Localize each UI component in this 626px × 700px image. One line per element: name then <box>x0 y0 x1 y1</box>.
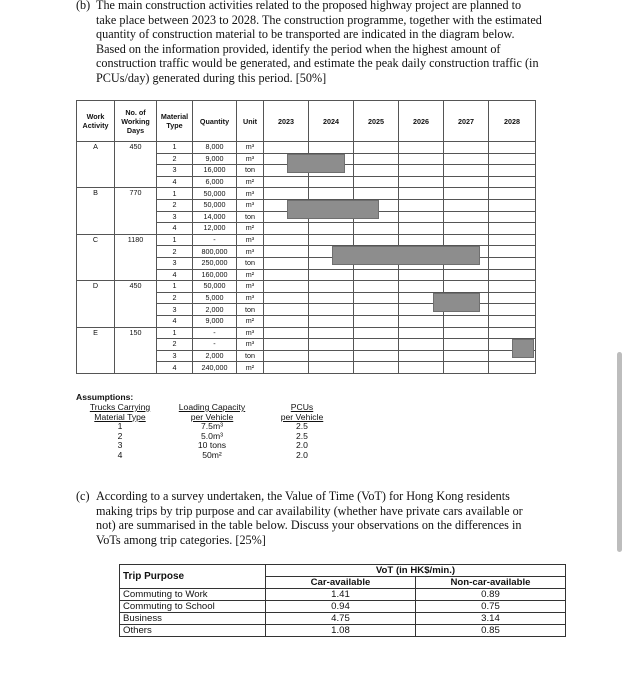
material-type: 2 <box>157 339 193 351</box>
material-type: 2 <box>157 246 193 258</box>
material-type: 3 <box>157 350 193 362</box>
year-cell <box>309 269 354 281</box>
car-available-value: 1.41 <box>266 589 416 601</box>
working-days: 770 <box>115 188 157 234</box>
pcus-header: PCUs <box>290 402 314 412</box>
material-type: 3 <box>157 211 193 223</box>
question-b-line: quantity of construction material to be transported are indicated in the diagram below. <box>96 27 515 42</box>
header-year: 2024 <box>309 101 354 142</box>
unit: ton <box>237 257 264 269</box>
question-b <box>76 0 548 86</box>
year-cell <box>399 339 444 351</box>
year-cell <box>489 246 536 258</box>
year-cell <box>264 246 309 258</box>
question-c-line: VoTs among trip categories. [25%] <box>96 532 266 547</box>
year-cell <box>309 234 354 246</box>
year-cell <box>354 257 399 269</box>
pcus-header: per Vehicle <box>280 411 324 422</box>
year-cell <box>489 211 536 223</box>
year-cell <box>489 188 536 200</box>
year-cell <box>354 176 399 188</box>
year-cell <box>399 199 444 211</box>
year-cell <box>489 269 536 281</box>
header-year: 2027 <box>444 101 489 142</box>
header-quantity: Quantity <box>193 101 237 142</box>
year-cell <box>264 234 309 246</box>
material-type: 1 <box>157 281 193 293</box>
activity-name: E <box>77 327 115 373</box>
trip-purpose: Business <box>120 613 266 625</box>
year-cell <box>309 153 354 165</box>
year-cell <box>399 315 444 327</box>
material-type: 3 <box>157 165 193 177</box>
header-unit: Unit <box>237 101 264 142</box>
question-b-line: PCUs/day) generated during this period. [50%] <box>96 70 327 85</box>
year-cell <box>489 362 536 374</box>
year-cell <box>309 176 354 188</box>
gantt-row <box>77 327 536 339</box>
capacity-header: per Vehicle <box>190 411 234 422</box>
year-cell <box>354 350 399 362</box>
vot-row <box>120 601 566 613</box>
year-cell <box>444 165 489 177</box>
quantity: 800,000 <box>193 246 237 258</box>
car-available-value: 0.94 <box>266 601 416 613</box>
quantity: 50,000 <box>193 199 237 211</box>
working-days: 1180 <box>115 234 157 280</box>
trip-purpose: Commuting to School <box>120 601 266 613</box>
material-type: 1 <box>157 327 193 339</box>
material-type: 2 <box>157 199 193 211</box>
question-b-line: take place between 2023 to 2028. The construction programme, together with the estimated <box>96 12 542 27</box>
year-cell <box>489 223 536 235</box>
year-cell <box>399 165 444 177</box>
pcus-value: 2.5 <box>296 430 308 441</box>
unit: m² <box>237 269 264 281</box>
question-c-line: According to a survey undertaken, the Value of Time (VoT) for Hong Kong residents <box>96 489 510 503</box>
year-cell <box>444 362 489 374</box>
year-cell <box>354 315 399 327</box>
non-car-available-value: 3.14 <box>416 613 566 625</box>
year-cell <box>264 315 309 327</box>
non-car-available-value: 0.89 <box>416 589 566 601</box>
year-cell <box>309 246 354 258</box>
year-cell <box>489 257 536 269</box>
year-cell <box>309 315 354 327</box>
question-b-line: Based on the information provided, identify the period when the highest amount of <box>96 41 501 56</box>
material-type: 4 <box>157 362 193 374</box>
year-cell <box>309 199 354 211</box>
working-days: 450 <box>115 142 157 188</box>
unit: m³ <box>237 246 264 258</box>
year-cell <box>489 153 536 165</box>
year-cell <box>354 223 399 235</box>
year-cell <box>444 292 489 304</box>
year-cell <box>399 281 444 293</box>
capacity-value: 5.0m³ <box>201 430 223 441</box>
year-cell <box>489 304 536 316</box>
trucks-header: Trucks Carrying <box>89 402 151 412</box>
year-cell <box>354 153 399 165</box>
working-days: 150 <box>115 327 157 373</box>
year-cell <box>264 165 309 177</box>
year-cell <box>489 339 536 351</box>
year-cell <box>399 362 444 374</box>
year-cell <box>354 234 399 246</box>
activity-name: A <box>77 142 115 188</box>
unit: ton <box>237 350 264 362</box>
year-cell <box>444 142 489 154</box>
year-cell <box>309 257 354 269</box>
pcus-value: 2.5 <box>296 421 308 432</box>
capacity-value: 10 tons <box>197 440 227 451</box>
quantity: 240,000 <box>193 362 237 374</box>
year-cell <box>399 257 444 269</box>
year-cell <box>354 362 399 374</box>
capacity-value: 50m² <box>202 449 222 460</box>
material-type: 4 <box>157 269 193 281</box>
pcus-value: 2.0 <box>296 449 308 460</box>
material-type: 1 <box>157 234 193 246</box>
year-cell <box>399 176 444 188</box>
activity-name: D <box>77 281 115 327</box>
vot-table <box>119 564 566 637</box>
year-cell <box>354 142 399 154</box>
year-cell <box>354 269 399 281</box>
material-type: 3 <box>157 257 193 269</box>
year-cell <box>399 350 444 362</box>
unit: m³ <box>237 142 264 154</box>
unit: m³ <box>237 327 264 339</box>
year-cell <box>264 199 309 211</box>
question-b-line: The main construction activities related to the proposed highway project are planned to <box>96 0 522 12</box>
quantity: 16,000 <box>193 165 237 177</box>
year-cell <box>309 304 354 316</box>
car-available-header: Car-available <box>266 577 416 589</box>
unit: m³ <box>237 199 264 211</box>
quantity: 6,000 <box>193 176 237 188</box>
unit: m² <box>237 362 264 374</box>
unit: m³ <box>237 153 264 165</box>
capacity-value: 7.5m³ <box>201 421 223 432</box>
gantt-row <box>77 234 536 246</box>
year-cell <box>444 315 489 327</box>
year-cell <box>309 165 354 177</box>
unit: ton <box>237 211 264 223</box>
year-cell <box>489 327 536 339</box>
year-cell <box>489 350 536 362</box>
non-car-available-header: Non-car-available <box>416 577 566 589</box>
year-cell <box>444 188 489 200</box>
year-cell <box>489 234 536 246</box>
question-c-label: (c) <box>76 489 90 503</box>
vot-row <box>120 625 566 637</box>
year-cell <box>354 327 399 339</box>
year-cell <box>444 153 489 165</box>
year-cell <box>309 223 354 235</box>
year-cell <box>309 188 354 200</box>
year-cell <box>309 292 354 304</box>
year-cell <box>444 176 489 188</box>
year-cell <box>444 281 489 293</box>
gantt-row <box>77 188 536 200</box>
year-cell <box>264 142 309 154</box>
header-year: 2023 <box>264 101 309 142</box>
year-cell <box>399 269 444 281</box>
header-days: No. of Working Days <box>115 101 157 142</box>
pcus-value: 2.0 <box>296 440 308 451</box>
quantity: 250,000 <box>193 257 237 269</box>
quantity: 5,000 <box>193 292 237 304</box>
material-type: 2 <box>157 153 193 165</box>
year-cell <box>264 269 309 281</box>
year-cell <box>264 339 309 351</box>
year-cell <box>354 292 399 304</box>
car-available-value: 4.75 <box>266 613 416 625</box>
year-cell <box>444 327 489 339</box>
non-car-available-value: 0.85 <box>416 625 566 637</box>
year-cell <box>399 223 444 235</box>
quantity: 160,000 <box>193 269 237 281</box>
year-cell <box>489 199 536 211</box>
year-cell <box>264 292 309 304</box>
material-type: 4 <box>157 315 193 327</box>
year-cell <box>309 327 354 339</box>
quantity: 2,000 <box>193 350 237 362</box>
year-cell <box>399 211 444 223</box>
working-days: 450 <box>115 281 157 327</box>
header-activity: Work Activity <box>77 101 115 142</box>
scrollbar-thumb[interactable] <box>617 352 622 552</box>
quantity: 14,000 <box>193 211 237 223</box>
year-cell <box>264 362 309 374</box>
year-cell <box>354 339 399 351</box>
header-year: 2028 <box>489 101 536 142</box>
year-cell <box>444 257 489 269</box>
year-cell <box>399 304 444 316</box>
year-cell <box>309 362 354 374</box>
year-cell <box>399 153 444 165</box>
unit: m³ <box>237 339 264 351</box>
year-cell <box>354 281 399 293</box>
year-cell <box>264 350 309 362</box>
unit: m² <box>237 315 264 327</box>
unit: m² <box>237 176 264 188</box>
year-cell <box>264 281 309 293</box>
year-cell <box>264 223 309 235</box>
year-cell <box>444 350 489 362</box>
year-cell <box>264 327 309 339</box>
year-cell <box>354 165 399 177</box>
material-type-value: 4 <box>117 449 123 460</box>
unit: ton <box>237 165 264 177</box>
non-car-available-value: 0.75 <box>416 601 566 613</box>
year-cell <box>489 165 536 177</box>
assumptions-block <box>76 393 336 479</box>
quantity: 8,000 <box>193 142 237 154</box>
year-cell <box>444 199 489 211</box>
material-type-value: 2 <box>117 430 123 441</box>
year-cell <box>444 246 489 258</box>
year-cell <box>264 153 309 165</box>
quantity: 2,000 <box>193 304 237 316</box>
year-cell <box>354 211 399 223</box>
material-type: 3 <box>157 304 193 316</box>
material-type: 1 <box>157 188 193 200</box>
trip-purpose-header: Trip Purpose <box>120 565 266 589</box>
trip-purpose: Others <box>120 625 266 637</box>
year-cell <box>309 281 354 293</box>
year-cell <box>399 327 444 339</box>
gantt-row <box>77 142 536 154</box>
question-c-line: not) are summarised in the table below. Discuss your observations on the differences in <box>96 518 522 533</box>
year-cell <box>489 281 536 293</box>
capacity-header: Loading Capacity <box>178 402 246 412</box>
year-cell <box>309 211 354 223</box>
year-cell <box>444 211 489 223</box>
car-available-value: 1.08 <box>266 625 416 637</box>
trip-purpose: Commuting to Work <box>120 589 266 601</box>
unit: m³ <box>237 292 264 304</box>
vot-row <box>120 589 566 601</box>
vot-group-header: VoT (in HK$/min.) <box>266 565 566 577</box>
material-type-value: 3 <box>117 440 123 451</box>
unit: m³ <box>237 234 264 246</box>
year-cell <box>264 176 309 188</box>
year-cell <box>264 211 309 223</box>
material-type: 1 <box>157 142 193 154</box>
material-type-value: 1 <box>117 421 123 432</box>
quantity: 12,000 <box>193 223 237 235</box>
question-c <box>76 489 548 547</box>
year-cell <box>264 304 309 316</box>
quantity: 9,000 <box>193 153 237 165</box>
quantity: 9,000 <box>193 315 237 327</box>
year-cell <box>444 234 489 246</box>
year-cell <box>489 142 536 154</box>
quantity: - <box>193 339 237 351</box>
unit: m³ <box>237 281 264 293</box>
year-cell <box>309 142 354 154</box>
year-cell <box>309 350 354 362</box>
year-cell <box>489 292 536 304</box>
vot-row <box>120 613 566 625</box>
quantity: 50,000 <box>193 188 237 200</box>
year-cell <box>264 188 309 200</box>
header-year: 2025 <box>354 101 399 142</box>
year-cell <box>354 199 399 211</box>
year-cell <box>309 339 354 351</box>
quantity: - <box>193 234 237 246</box>
question-c-line: making trips by trip purpose and car availability (whether have private cars available or <box>96 503 523 518</box>
activity-name: C <box>77 234 115 280</box>
year-cell <box>399 234 444 246</box>
year-cell <box>354 188 399 200</box>
year-cell <box>444 223 489 235</box>
year-cell <box>264 257 309 269</box>
unit: m² <box>237 223 264 235</box>
year-cell <box>399 292 444 304</box>
year-cell <box>489 315 536 327</box>
material-type: 2 <box>157 292 193 304</box>
header-year: 2026 <box>399 101 444 142</box>
header-material: Material Type <box>157 101 193 142</box>
quantity: - <box>193 327 237 339</box>
assumptions-title: Assumptions: <box>76 392 134 402</box>
unit: ton <box>237 304 264 316</box>
unit: m³ <box>237 188 264 200</box>
construction-programme-table <box>76 100 536 374</box>
question-b-label: (b) <box>76 0 91 12</box>
year-cell <box>399 142 444 154</box>
activity-name: B <box>77 188 115 234</box>
year-cell <box>399 246 444 258</box>
year-cell <box>489 176 536 188</box>
material-type: 4 <box>157 176 193 188</box>
year-cell <box>444 339 489 351</box>
year-cell <box>444 304 489 316</box>
year-cell <box>444 269 489 281</box>
trucks-header: Material Type <box>94 411 146 422</box>
year-cell <box>354 246 399 258</box>
material-type: 4 <box>157 223 193 235</box>
year-cell <box>354 304 399 316</box>
quantity: 50,000 <box>193 281 237 293</box>
question-b-line: construction traffic would be generated, and estimate the peak daily construction traffic (in <box>96 56 539 71</box>
gantt-row <box>77 281 536 293</box>
year-cell <box>399 188 444 200</box>
